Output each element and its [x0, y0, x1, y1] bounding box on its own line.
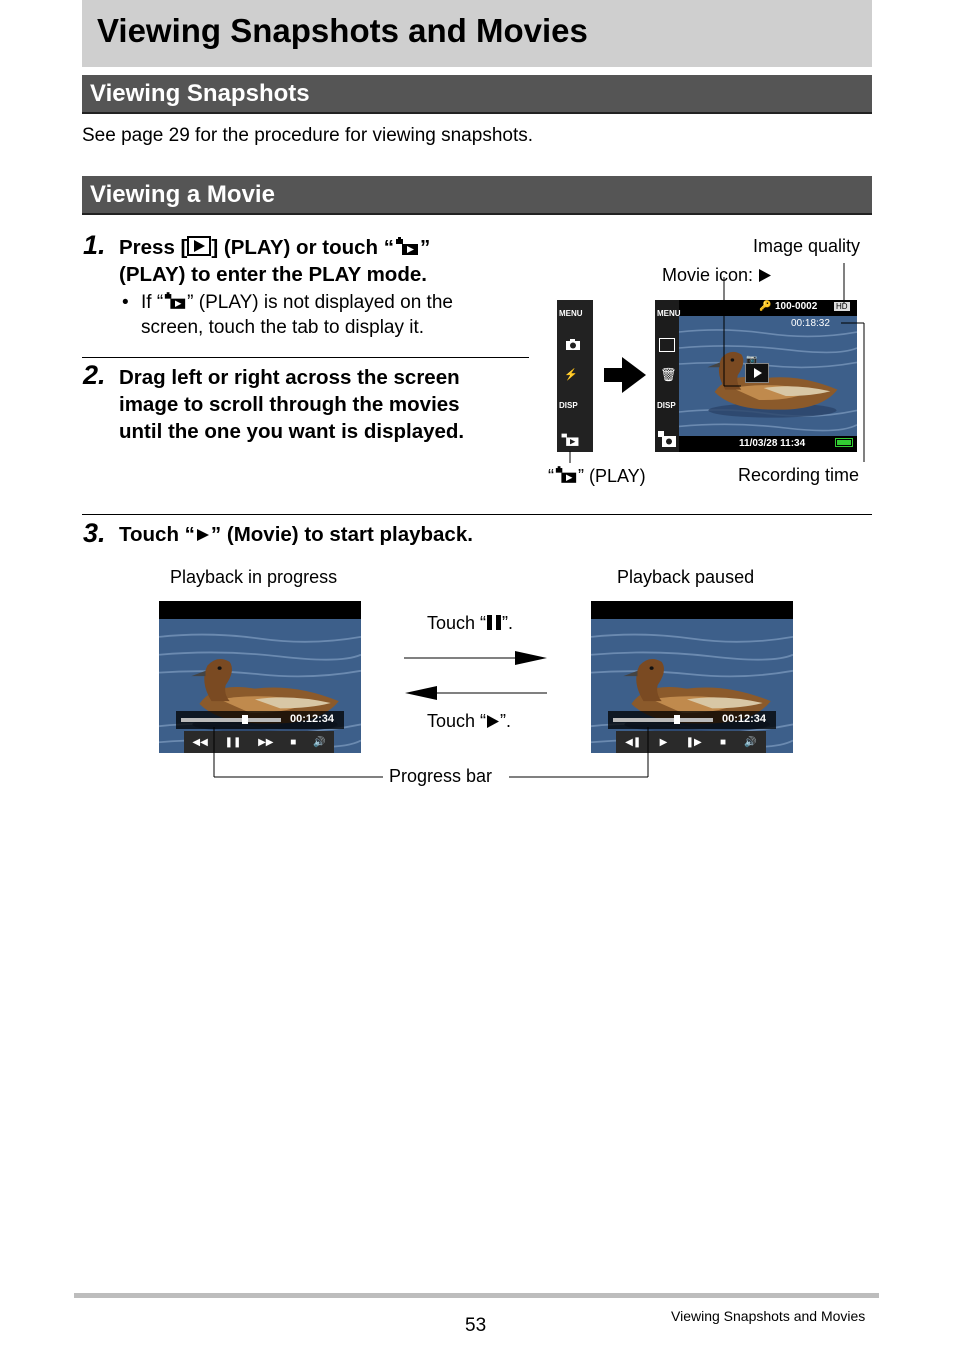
- divider: [82, 357, 529, 358]
- transition-arrows: [403, 648, 549, 704]
- camera-small-icon: 📷: [746, 354, 758, 364]
- progress-handle[interactable]: [242, 715, 248, 724]
- snapshots-reference-text: See page 29 for the procedure for viewing snapshots.: [82, 125, 534, 146]
- step-1-line-2: (PLAY) to enter the PLAY mode.: [119, 263, 427, 286]
- frame-back-icon[interactable]: ◀❚: [625, 736, 642, 748]
- menu-tab: MENU: [559, 309, 583, 318]
- step-2-line-3: until the one you want is displayed.: [119, 420, 465, 443]
- divider: [82, 514, 872, 515]
- menu-tab: MENU: [657, 309, 681, 318]
- frame-forward-icon[interactable]: ❚▶: [685, 736, 702, 748]
- page-number: 53: [465, 1315, 487, 1336]
- step-2-line-2: image to scroll through the movies: [119, 393, 460, 416]
- section-heading-viewing-snapshots: Viewing Snapshots: [90, 80, 310, 107]
- recording-time-value: 00:18:32: [791, 318, 830, 329]
- rewind-icon[interactable]: ◀◀: [192, 736, 208, 748]
- flash-icon: ⚡: [564, 369, 578, 381]
- text-fragment: ” (Movie) to start playback.: [210, 523, 473, 546]
- playback-paused-label: Playback paused: [617, 567, 755, 587]
- datetime: 11/03/28 11:34: [739, 438, 806, 449]
- text-fragment: ” (PLAY): [578, 466, 646, 486]
- stop-icon[interactable]: ■: [290, 736, 297, 748]
- touch-pause-label: [427, 613, 513, 636]
- text-fragment: “: [548, 466, 554, 486]
- progress-bar-label: Progress bar: [389, 766, 493, 786]
- play-tab-label: [548, 465, 646, 489]
- step-2-line-1: Drag left or right across the screen: [119, 366, 460, 389]
- progress-bar[interactable]: [613, 718, 713, 722]
- play-tab-icon: [554, 465, 578, 489]
- text-fragment: If “: [141, 292, 164, 313]
- text-fragment: ] (PLAY) or touch “: [211, 236, 394, 259]
- progress-bar[interactable]: [181, 718, 281, 722]
- text-fragment: Touch “: [119, 523, 195, 546]
- play-icon[interactable]: ▶: [659, 736, 668, 748]
- playback-in-progress-label: Playback in progress: [170, 567, 338, 587]
- file-number: 100-0002: [775, 301, 818, 312]
- movie-play-icon: [195, 523, 211, 550]
- section-heading-viewing-movie: Viewing a Movie: [90, 181, 275, 208]
- play-button-icon: [187, 236, 211, 263]
- text-fragment: Press [: [119, 236, 188, 259]
- fast-forward-icon[interactable]: ▶▶: [258, 736, 274, 748]
- lock-icon: 🔑: [759, 301, 772, 312]
- volume-icon[interactable]: 🔊: [313, 736, 326, 748]
- step-1-line-1: [119, 234, 430, 263]
- trash-icon: 🗑: [660, 367, 677, 382]
- progress-handle[interactable]: [674, 715, 680, 724]
- play-tab-icon: [394, 236, 420, 263]
- step-number: 3.: [83, 518, 106, 548]
- bullet: •: [122, 292, 129, 313]
- running-title: Viewing Snapshots and Movies: [671, 1308, 866, 1324]
- text-fragment: ”.: [500, 711, 512, 731]
- figure-1-callouts: [555, 255, 875, 465]
- text-fragment: ”.: [502, 613, 514, 633]
- playback-time: 00:12:34: [722, 713, 767, 725]
- playback-time: 00:12:34: [290, 713, 335, 725]
- stop-icon[interactable]: ■: [720, 736, 727, 748]
- step-number: 1.: [83, 230, 106, 260]
- step-number: 2.: [83, 360, 106, 390]
- image-quality-label: Image quality: [753, 236, 861, 256]
- disp-tab: DISP: [657, 401, 676, 410]
- text-fragment: Movie icon:: [662, 265, 754, 285]
- step-1-note-line-1: [141, 290, 453, 317]
- quality-badge: HD: [836, 302, 848, 311]
- page-title: Viewing Snapshots and Movies: [97, 12, 588, 49]
- text-fragment: Touch “: [427, 613, 487, 633]
- disp-tab: DISP: [559, 401, 578, 410]
- pause-icon: [486, 614, 502, 636]
- text-fragment: ”: [420, 236, 431, 259]
- text-fragment: ” (PLAY) is not displayed on the: [187, 292, 453, 313]
- step-1-note-line-2: screen, touch the tab to display it.: [141, 317, 425, 338]
- step-3-text: [119, 521, 473, 550]
- play-tab-icon: [163, 291, 187, 317]
- volume-icon[interactable]: 🔊: [744, 736, 757, 748]
- footer-rule: [74, 1293, 879, 1298]
- text-fragment: Touch “: [427, 711, 487, 731]
- pause-icon[interactable]: ❚❚: [224, 736, 242, 748]
- recording-time-label: Recording time: [738, 465, 860, 485]
